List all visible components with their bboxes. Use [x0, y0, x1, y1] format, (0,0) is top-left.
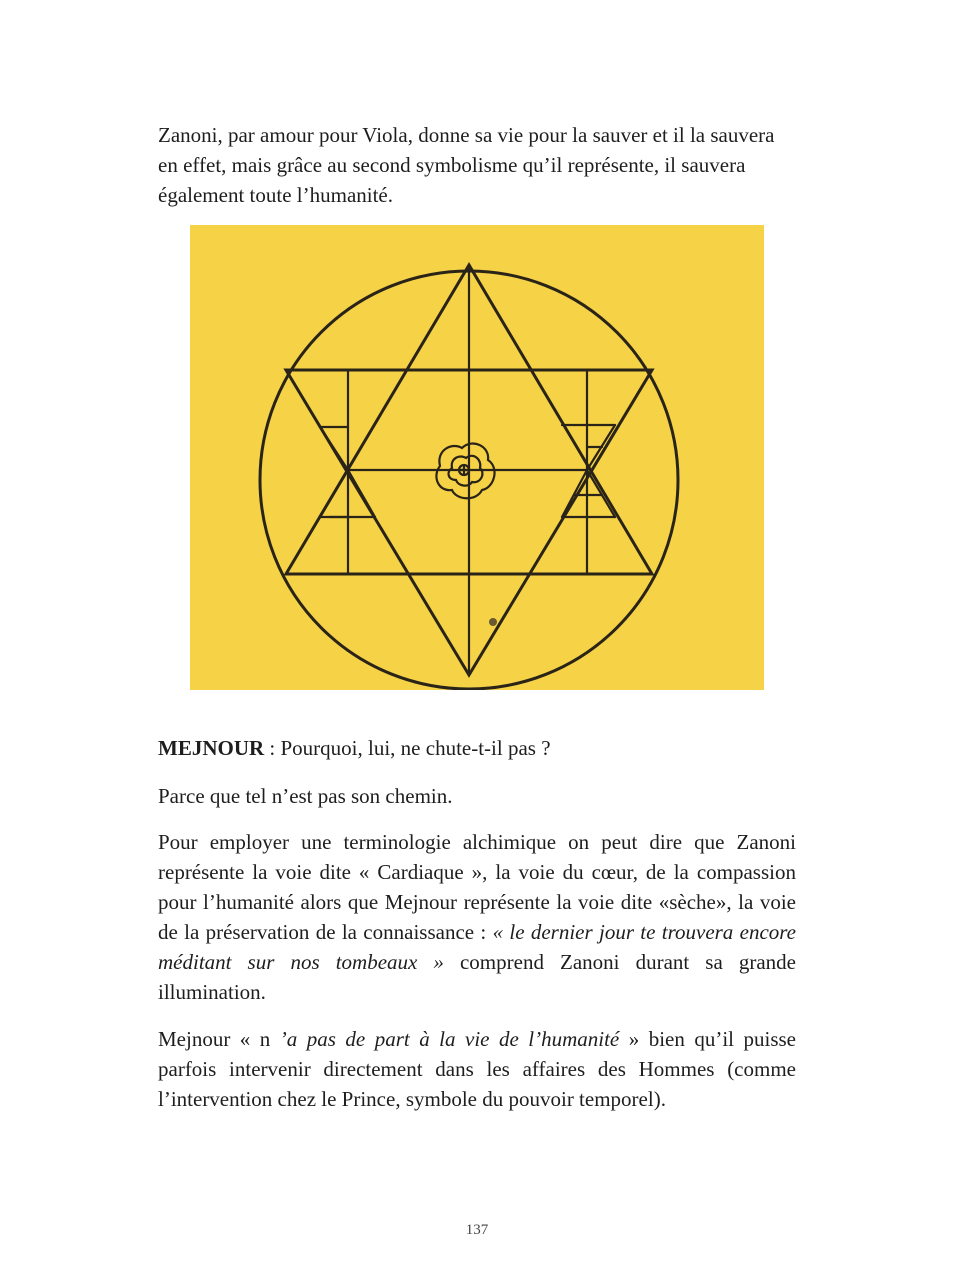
- paragraph-alchemical-ways: [158, 827, 796, 1007]
- quotation: ’a pas de part à la vie de l’humanité: [279, 1027, 620, 1051]
- paragraph-text: » bien qu’il puisse parfois intervenir directement dans les affaires des Hommes (comme l’intervention chez le Prince, symbole du pouvoir temporel).: [158, 1027, 796, 1111]
- alchemical-figure: [190, 225, 764, 690]
- mejnour-question: [158, 733, 796, 763]
- paragraph-answer: Parce que tel n’est pas son chemin.: [158, 784, 453, 808]
- paragraph-text: Mejnour « n: [158, 1027, 280, 1051]
- paragraph-text: Pour employer une terminologie alchimique on peut dire que Zanoni représente la voie dite « Cardiaque », la voie du cœur, de la compassion pour l’humanité alors que Mejnour représente la voie dite «sèche», la voie de la préservation de la connaissance :: [158, 830, 796, 944]
- paragraph-mejnour-role: [158, 1024, 796, 1114]
- quotation: « le dernier jour te trouvera encore méditant sur nos tombeaux »: [158, 920, 796, 974]
- paragraph-zanoni-sacrifice: Zanoni, par amour pour Viola, donne sa vie pour la sauver et il la sauvera en effet, mais grâce au second symbolisme qu’il représente, il sauvera également toute l’humanité.: [158, 123, 775, 207]
- speaker-name: MEJNOUR: [158, 736, 265, 760]
- page-number: 137: [465, 1222, 489, 1238]
- star-of-david-in-circle-with-rose-icon: [190, 225, 764, 690]
- question-text: : Pourquoi, lui, ne chute-t-il pas ?: [264, 736, 551, 760]
- paragraph-text: comprend Zanoni durant sa grande illumination.: [158, 950, 796, 1004]
